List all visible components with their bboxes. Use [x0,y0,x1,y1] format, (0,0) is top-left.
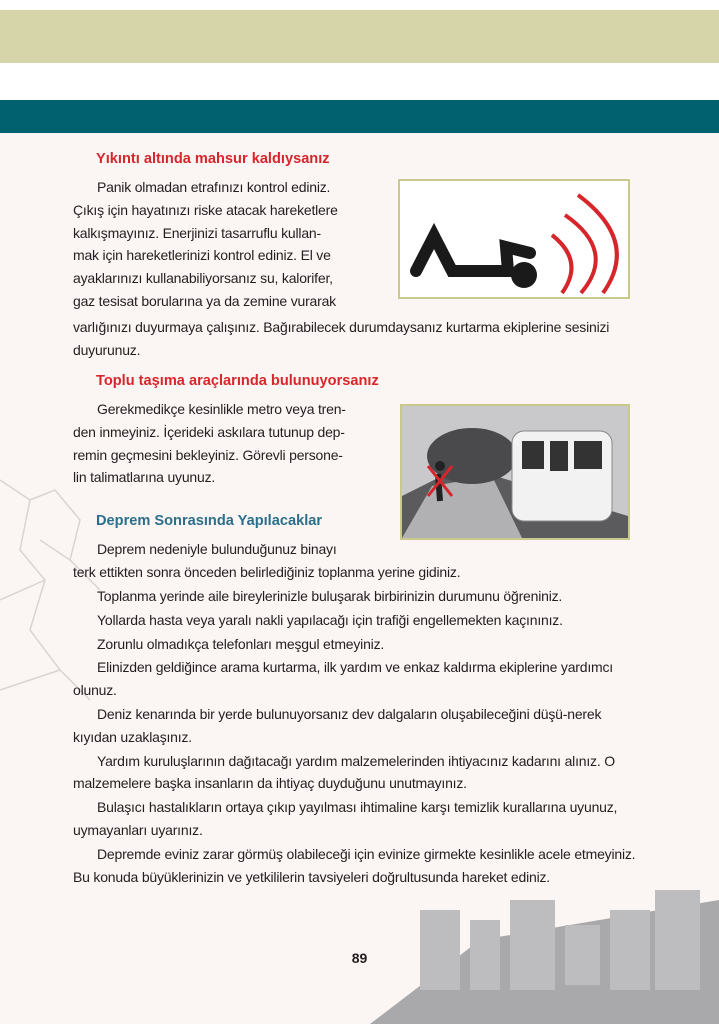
section3-paragraphs [73,585,648,889]
trapped-signal-figure [398,179,630,299]
section1-text [73,176,389,313]
trapped-person-signal-icon [400,181,628,297]
metro-figure [400,404,630,540]
paragraph: Yardım kuruluşlarının dağıtacağı yardım malzemelerinden ihtiyacınız kadarını alınız. O malzemelere başka insanların da ihtiyaç duyduğunu unutmayınız. [73,752,615,792]
text-line: remin geçmesini bekleyiniz. Görevli persone- [73,446,343,463]
section-heading-trapped: Yıkıntı altında mahsur kaldıysanız [96,151,330,167]
text-line: mak için hareketlerinizi kontrol ediniz. El ve [73,247,331,264]
header-band-teal [0,100,719,133]
paragraph: Depremde eviniz zarar görmüş olabileceği için evinize girmekte kesinlikle acele etmeyiniz. Bu konuda büyüklerinizin ve yetkililerin tavsiyeleri doğrultusunda hareket ediniz. [73,845,636,885]
text-line: Panik olmadan etrafınızı kontrol ediniz. [97,179,331,195]
paragraph: Elinizden geldiğince arama kurtarma, ilk yardım ve enkaz kaldırma ekiplerine yardımcı olunuz. [73,659,613,699]
paragraph: Zorunlu olmadıkça telefonları meşgul etmeyiniz. [97,635,385,652]
metro-station-icon [402,406,628,538]
paragraph: Toplanma yerinde aile bireylerinizle buluşarak birbirinizin durumunu öğreniniz. [97,588,563,604]
paragraph: Deniz kenarında bir yerde bulunuyorsanız dev dalgaların oluşabileceğini düşü-nerek kıyıdan uzaklaşınız. [73,705,602,745]
text-line: Gerekmedikçe kesinlikle metro veya tren- [97,401,346,417]
page-number: 89 [351,950,368,966]
section-heading-after-earthquake: Deprem Sonrasında Yapılacaklar [96,513,323,529]
header-band-olive [0,10,719,63]
text-line: den inmeyiniz. İçerideki askılara tutunup dep- [73,423,345,440]
text-line: ayaklarınızı kullanabiliyorsanız su, kalorifer, [73,270,333,287]
section2-text [73,398,393,489]
paragraph: Bulaşıcı hastalıkların ortaya çıkıp yayılması ihtimaline karşı temizlik kurallarına uyunuz, uymayanları uyarınız. [73,799,618,838]
text-line: kalkışmayınız. Enerjinizi tasarruflu kullan- [73,224,321,241]
text-line: gaz tesisat borularına ya da zemine vurarak [73,292,336,309]
section3-first-line: Deprem nedeniyle bulunduğunuz binayı [97,541,337,557]
section-heading-transport: Toplu taşıma araçlarında bulunuyorsanız [96,373,379,389]
section1-continuation: varlığınızı duyurmaya çalışınız. Bağırabilecek durumdaysanız kurtarma ekiplerine sesinizi duyurunuz. [73,319,610,358]
text-line: Çıkış için hayatınızı riske atacak hareketlere [73,201,338,218]
text-line: lin talimatlarına uyunuz. [73,469,216,486]
section3-first-continuation: terk ettikten sonra önceden belirlediğiniz toplanma yerine gidiniz. [73,564,461,580]
paragraph: Yollarda hasta veya yaralı nakli yapılacağı için trafiği engellemekten kaçınınız. [97,611,563,628]
